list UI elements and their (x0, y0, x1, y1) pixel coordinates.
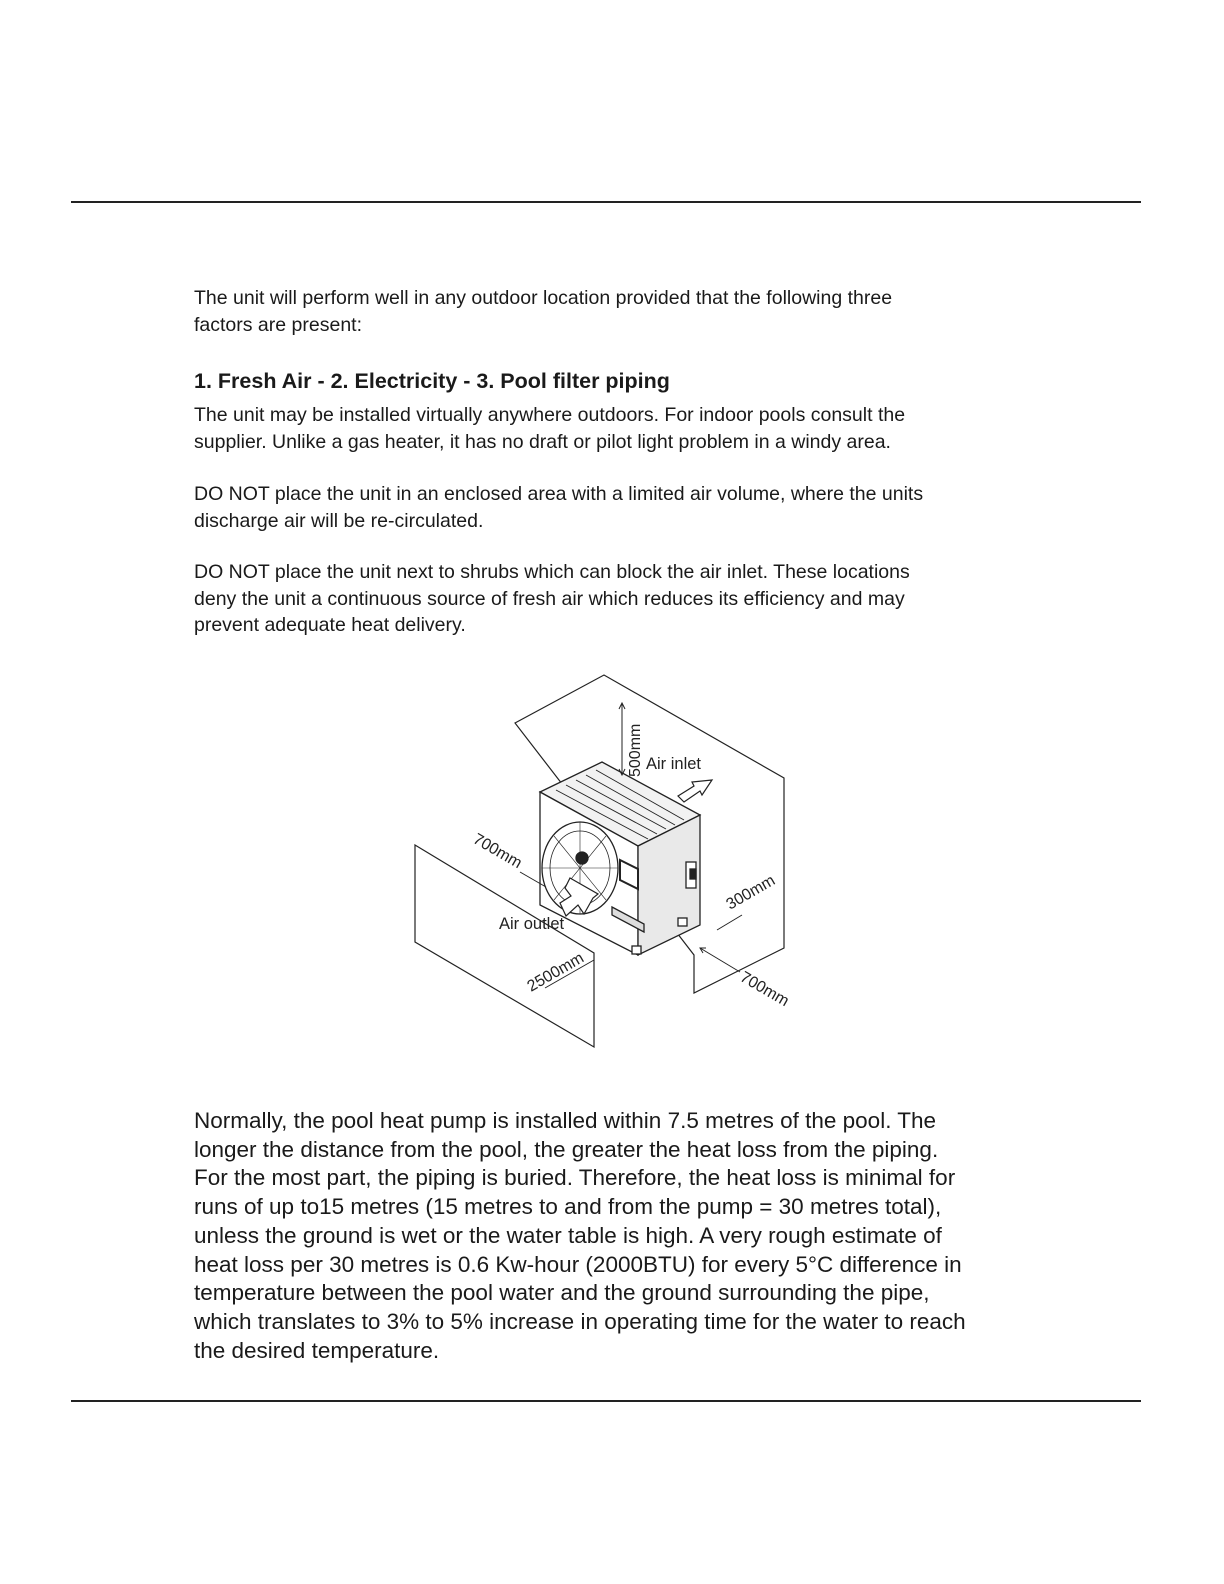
air-outlet-label: Air outlet (499, 915, 565, 933)
paragraph-line: the desired temperature. (194, 1337, 440, 1363)
paragraph-line: heat loss per 30 metres is 0.6 Kw-hour (2000BTU) for every 5°C difference in (194, 1251, 962, 1277)
fan-hub (576, 852, 588, 864)
unit-foot (678, 918, 687, 926)
bottom-rule (71, 1400, 1141, 1402)
paragraph-line: runs of up to15 metres (15 metres to and from the pump = 30 metres total), (194, 1194, 942, 1220)
paragraph-line: discharge air will be re-circulated. (194, 509, 484, 532)
paragraph-line: supplier. Unlike a gas heater, it has no draft or pilot light problem in a windy area. (194, 430, 891, 453)
distance-paragraph (194, 1107, 1054, 1365)
shrubs-warning-paragraph (194, 559, 1034, 639)
paragraph-line: prevent adequate heat delivery. (194, 614, 466, 636)
left-clearance-label: 700mm (470, 830, 525, 873)
intro-line: The unit will perform well in any outdoor location provided that the following three (194, 287, 893, 309)
top-rule (71, 201, 1141, 203)
back-clearance-label: 300mm (723, 872, 779, 914)
paragraph-line: temperature between the pool water and the ground surrounding the pipe, (194, 1280, 930, 1306)
paragraph-line: unless the ground is wet or the water table is high. A very rough estimate of (194, 1222, 942, 1248)
paragraph-line: which translates to 3% to 5% increase in operating time for the water to reach (194, 1308, 966, 1334)
paragraph-line: deny the unit a continuous source of fresh air which reduces its efficiency and may (194, 587, 905, 610)
clearance-diagram (400, 665, 820, 1060)
indoor-paragraph (194, 402, 1034, 455)
heading-text: 1. Fresh Air - 2. Electricity - 3. Pool filter piping (194, 369, 670, 393)
paragraph-line: Normally, the pool heat pump is installed within 7.5 metres of the pool. The (194, 1108, 937, 1133)
enclosed-warning-paragraph (194, 481, 1034, 534)
paragraph-line: DO NOT place the unit next to shrubs which can block the air inlet. These locations (194, 561, 910, 583)
section-heading (194, 367, 1034, 395)
paragraph-line: longer the distance from the pool, the greater the heat loss from the piping. (194, 1136, 939, 1162)
top-clearance-label: 500mm (627, 723, 644, 777)
air-inlet-arrow (678, 780, 712, 802)
front-clearance-label: 2500mm (524, 949, 587, 996)
air-inlet-label: Air inlet (646, 755, 702, 773)
paragraph-line: DO NOT place the unit in an enclosed area with a limited air volume, where the units (194, 483, 924, 505)
paragraph-line: The unit may be installed virtually anywhere outdoors. For indoor pools consult the (194, 404, 906, 426)
unit-foot (632, 946, 641, 954)
intro-paragraph (194, 285, 1034, 338)
intro-line: factors are present: (194, 313, 362, 336)
paragraph-line: For the most part, the piping is buried. Therefore, the heat loss is minimal for (194, 1165, 956, 1191)
right-dimension-line (700, 948, 740, 972)
water-connector (690, 869, 696, 879)
right-clearance-label: 700mm (737, 968, 792, 1011)
back-dimension-line (717, 915, 742, 930)
